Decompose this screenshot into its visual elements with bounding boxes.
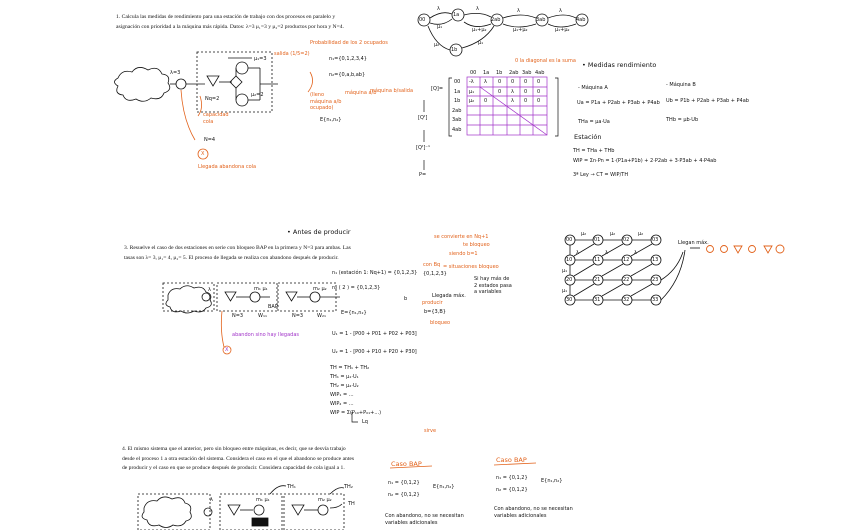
p3-abandon: abandon sino hay llegadas [232,332,299,338]
g3-label: 02 [623,237,630,243]
p1-salida: salida (1/5=2) [274,51,310,57]
machine-1-node-3 [250,292,260,302]
p1-n1-set: n₁={0,1,2,3,4} [329,56,367,62]
p4-mu1: m₁ μ₁ [256,497,270,503]
matrix-cell: λ [484,79,487,85]
g1-edge-6: μ₁+μ₂ [472,27,487,33]
g3-orange-3 [734,246,742,253]
p3-mu1: m₁ μ₁ [254,286,268,292]
p1-mu2: μ₂=2 [251,92,264,98]
measures-thb: THb = μb·Ub [666,117,699,123]
g3-edge: μ₂ [581,231,587,237]
measures-machine-a: - Máquina A [578,85,608,91]
station3-box-source [163,283,214,311]
g1-edge-7: μ₁+μ₂ [513,27,528,33]
g3-label: 11 [594,257,601,263]
g1-edge-3: λ [517,8,520,14]
p4-eea: E{n₁,n₂} [433,484,455,490]
g1-edge-1: λ [437,6,440,12]
g3-label: 21 [594,277,601,283]
p1-esp: máquina a/b [345,90,377,96]
matrix-col-00: 00 [470,70,477,76]
measures-ua: Ua = P1a + P2ab + P3ab + P4ab [577,100,660,106]
g3-llegan: Llegan máx. [678,240,709,246]
p3-u2: U₂ = 1 - [P00 + P10 + P20 + P30] [332,349,417,355]
p1-n2-set: n₂={0,a,b,ab} [329,72,366,78]
matrix-cell: 0 [537,79,541,85]
problem-1-text: 1. Calcula las medidas de rendimiento para una estación de trabajo con dos procesos en paralelo y asignación con prioridad a la máquina más rápida. Datos: λ=3 μ₁=3 y μ₂=2 productos por hora y N=4. [116,14,344,30]
queue-triangle-1 [207,76,219,86]
p3-w1: W₁₁ [258,313,267,319]
p1-mu1: μ₁=3 [254,56,267,62]
p4-n2b: n₂ = {0,1,2} [496,487,528,493]
g3-orange-1 [707,246,714,253]
g3-edge: λ [605,250,608,256]
p3-orange-9: b={3,B} [424,309,446,315]
g3-label: 03 [652,237,659,243]
g1-label-00: 00 [419,17,426,23]
measures-little: 3ª Ley → CT = WIP/TH [573,172,629,178]
matrix-cell: -λ [469,79,474,85]
g1-edge-2: λ [476,6,479,12]
g3-label: 31 [594,297,601,303]
p3-th1: TH₁ = μ₁·U₁ [330,374,359,380]
p3-antes: • Antes de producir [287,228,351,236]
g1-label-1a: 1a [453,12,460,18]
measures-tha: THa = μa·Ua [578,119,610,125]
machine-a-node [236,62,248,74]
g3-label: 20 [566,277,573,283]
station4-box-source [138,494,210,530]
station4-box-2 [284,494,344,530]
matrix-row-3ab: 3ab [452,117,462,123]
matrix-row-4ab: 4ab [452,127,462,133]
g3-label: 23 [652,277,659,283]
p3-n3b: N=3 [292,313,304,319]
matrix-cell: 0 [524,79,528,85]
measures-title: • Medidas rendimiento [582,61,657,69]
p3-orange-4: = situaciones bloqueo [443,264,499,270]
g3-label: 13 [652,257,659,263]
p4-eeb: E{n₁,n₂} [541,478,563,484]
p4-cona: Con abandono, no se necesitan variables adicionales [385,513,464,526]
g3-edge: λ [634,250,637,256]
p3-th: TH = TH₁ + TH₂ [330,365,370,371]
p4-n1a: n₁ = {0,1,2} [388,480,420,486]
p4-mu2: m₂ μ₂ [318,497,332,503]
matrix-cell: 0 [524,98,528,104]
p3-orange-7: Llegada máx. [432,293,466,299]
machine-2-node-3 [310,292,320,302]
p3-orange-8: Si hay más de 2 estados pasa a variables [474,276,512,295]
p3-u1: U₁ = 1 - [P00 + P01 + P02 + P03] [332,331,417,337]
machine-2-node-4 [318,505,328,515]
p3-x: X [225,347,229,353]
g1-edge-9: μ₂ [434,42,440,48]
p3-n3a: N=3 [232,313,244,319]
arrival-node-1 [176,79,186,89]
p1-x: X [201,151,205,157]
g1-label-1b: 1b [451,47,458,53]
matrix-row-1b: 1b [454,98,461,104]
p1-prob-note: Probabilidad de los 2 ocupados [310,40,388,46]
problem-4-text: 4. El mismo sistema que el anterior, pero sin bloqueo entre máquinas, es decir, que se desvía trabajo desde el proceso 1 a otra estación del sistema. Considera el caso en el que el abandono se produce antes de producir y el caso en que se produce después de producir. Considera capacidad de cola igual a 1. [122,446,355,471]
p1-state-space: E{n₁,n₂} [320,117,342,123]
matrix-cell: 0 [537,98,541,104]
p4-lambda: λ [210,497,213,503]
matrix-cell: λ [511,98,514,104]
g3-label: 00 [566,237,573,243]
g3-orange-2 [721,246,728,253]
matrix-row-2ab: 2ab [452,108,462,114]
g1-label-3ab: 3ab [536,17,546,23]
g3-label: 33 [652,297,659,303]
p4-case-2-title: Caso BAP [496,456,527,464]
g3-edge: μ₂ [638,231,644,237]
matrix-cell: 0 [498,89,502,95]
p3-n1-set: n₁ (estación 1: Nq+1) = {0,1,2,3} [332,270,418,276]
p3-orange-2: te bloqueo [463,242,490,248]
p3-bap: BAP [268,304,278,310]
p3-w2: W₂₁ [317,313,326,319]
g1-edge-8: μ₁+μ₂ [555,27,570,33]
g3-label: 01 [594,237,601,243]
p1-abandon-note: Llegada abandona cola [198,164,257,170]
g1-edge-5: μ₁ [437,24,443,30]
source-cloud-1 [115,67,170,101]
p3-lambda: λ [208,287,211,293]
g1-edge-10: μ₁ [478,40,484,46]
p1-n4: N=4 [204,137,216,143]
p4-th1: TH₁ [287,484,296,490]
matrix-cell: 0 [524,89,528,95]
p4-th2: TH₂ [344,484,353,490]
matrix-qt: [Qᵗ] [418,115,428,121]
p4-conb: Con abandono, no se necesitan variables adicionales [494,506,573,519]
p3-orange-11: sirve [424,428,437,434]
measures-ub: Ub = P1b + P2ab + P3ab + P4ab [666,98,749,104]
station4-box-1 [220,494,282,530]
g3-orange-4 [749,246,756,253]
p1-sal: máquina b/salida [370,88,414,94]
matrix-cell: 0 [498,79,502,85]
p3-wip: WIP = Σ(P₁₀+P₀₁+...) [330,410,382,416]
p1-capacity: capacidad cola [203,112,229,125]
p3-orange-12: producir [422,300,443,306]
matrix-row-1a: 1a [454,89,461,95]
p1-lleno: (lleno máquina a/b ocupado) [310,92,342,111]
matrix-cell: 0 [511,79,515,85]
p4-case-1-title: Caso BAP [391,460,422,468]
matrix-col-4ab: 4ab [535,70,545,76]
p3-mu2: m₂ μ₂ [313,286,327,292]
p3-th2: TH₂ = μ₂·U₂ [330,383,359,389]
source-cloud-4 [142,497,191,528]
g3-edge: μ₁ [562,288,568,294]
p1-nq: Nq=2 [205,96,220,102]
g1-edge-4: λ [559,8,562,14]
matrix-cell: μ₁ [469,89,475,95]
p4-thr: TH [348,501,355,507]
matrix-cell: 0 [484,98,488,104]
g3-label: 10 [566,257,573,263]
matrix-col-1b: 1b [496,70,503,76]
p3-orange-10: bloqueo [430,320,451,326]
matrix-cell: 0 [537,89,541,95]
matrix-col-2ab: 2ab [509,70,519,76]
matrix-cell: μ₂ [469,98,475,104]
p3-lq: Lq [362,419,368,425]
g3-edge: μ₂ [610,231,616,237]
machine-1-node-4 [254,505,264,515]
g3-edge: λ [576,250,579,256]
measures-wip: WIP = Σn·Pn = 1·(P1a+P1b) + 2·P2ab + 3·P3ab + 4·P4ab [573,158,717,164]
g3-edge: μ₁ [562,268,568,274]
measures-station: Estación [574,133,602,141]
p3-n2-set: n₂ ( 2 ) = {0,1,2,3} [332,285,381,291]
g1-diag-note: 0 la diagonal es la suma [515,58,576,64]
p3-orange-6: {0,1,2,3} [423,271,447,277]
problem-3-text: 3. Resuelve el caso de dos estaciones en serie con bloqueo BAP en la primera y N=3 para ambas. Las tasas son λ= 3, μ₁= 4, μ₂= 5. El proceso de llegada se realiza con abandono después de producir. [124,245,351,261]
g1-label-2ab: 2ab [491,17,501,23]
measures-th: TH = THa + THb [573,148,615,154]
p4-n1b: n₁ = {0,1,2} [496,475,528,481]
g1-label-4ab: 4ab [576,17,586,23]
p3-orange-5: con Bq [423,262,441,268]
p3-wip1: WIP₁ = ... [330,392,354,398]
p3-b: b [404,296,408,302]
matrix-p: P= [419,172,427,178]
matrix-row-00: 00 [454,79,461,85]
matrix-q-label: [Q]= [431,86,444,92]
matrix-col-3ab: 3ab [522,70,532,76]
p3-orange-1: se convierte en Nq+1 [434,234,489,240]
matrix-col-1a: 1a [483,70,490,76]
matrix-pinv: [Qᵗ]⁻¹ [416,145,430,151]
machine-b-node [236,94,248,106]
p3-orange-3: siendo b=1 [449,251,478,257]
g3-label: 12 [623,257,630,263]
source-cloud-3 [166,286,211,313]
p3-wip2: WIP₂ = ... [330,401,354,407]
g3-label: 30 [566,297,573,303]
g3-label: 32 [623,297,630,303]
p4-n2a: n₂ = {0,1,2} [388,492,420,498]
p1-lambda: λ=3 [170,70,181,76]
p3-state: E={n₁,n₂} [341,310,367,316]
g3-label: 22 [623,277,630,283]
measures-machine-b: - Máquina B [666,82,696,88]
g3-orange-5 [776,245,784,253]
matrix-cell: λ [511,89,514,95]
